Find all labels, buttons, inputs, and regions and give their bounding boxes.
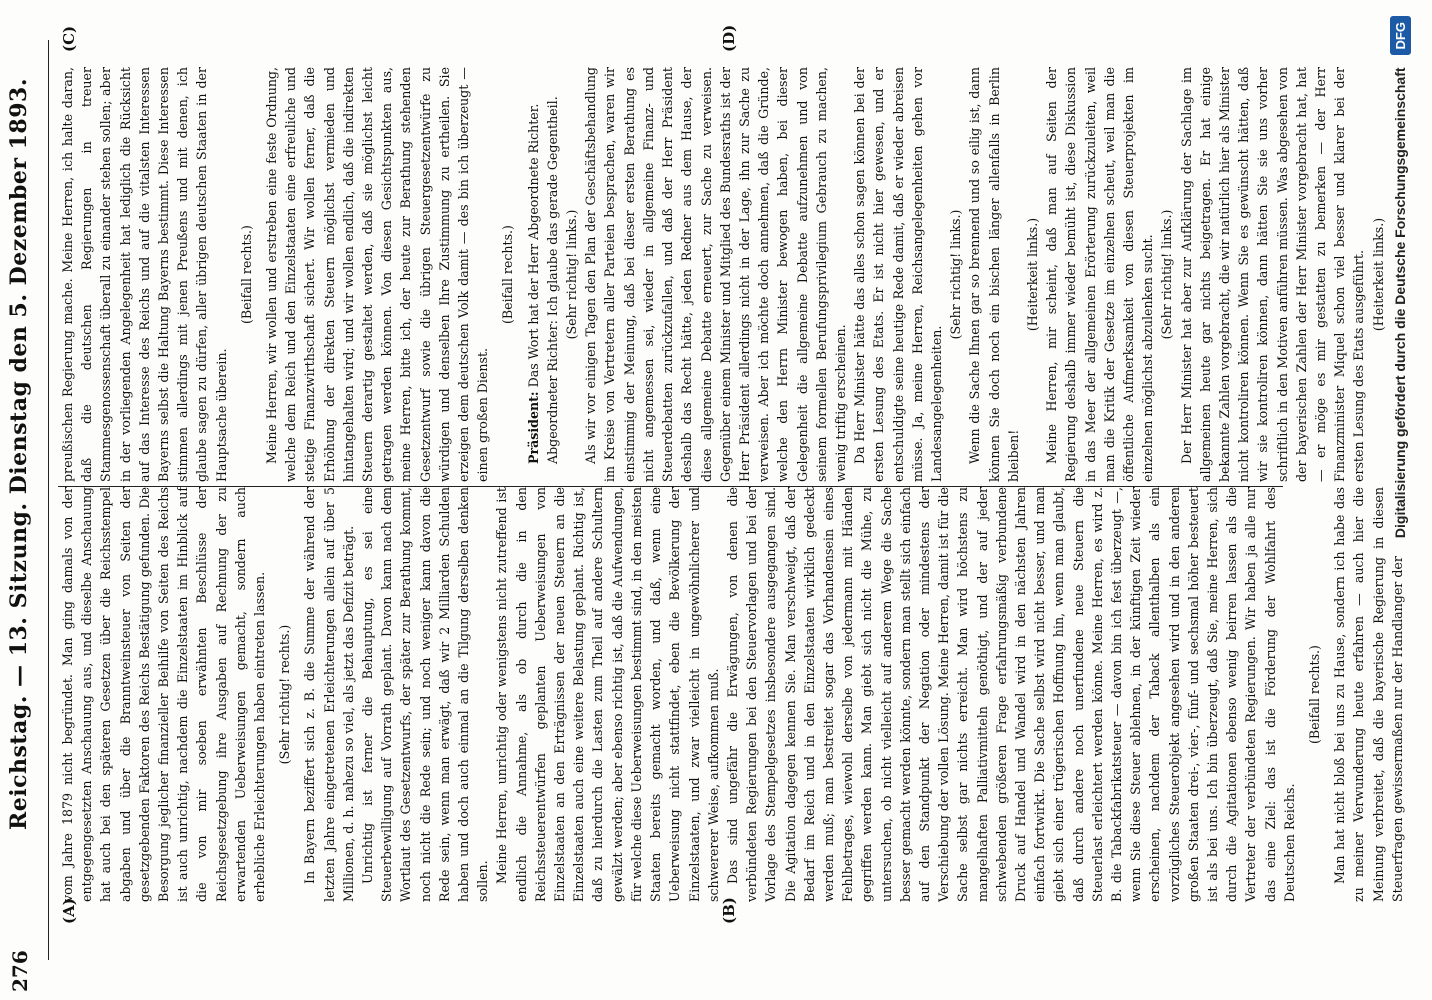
paragraph: Da Herr Minister hätte das alles schon sagen können bei der ersten Lesung des Etats. Er ist nicht hier gewesen, und er entschuldigte seine heutige Rede damit, daß er wieder abreisen müsse. Ja, meine Herren, Reichsangelegenheiten gehen vor Landesangelegenheiten. (852, 67, 944, 482)
reaction-note: (Sehr richtig! links.) (948, 209, 964, 340)
paragraph: Als wir vor einigen Tagen den Plan der Geschäftsbehandlung im Kreise von Vertretern aller Parteien besprachen, waren wir einstimmig der Meinung, daß bei dieser ersten Berathung es nicht angemessen sei, wieder in allgemeine Finanz- und Steuerdebatten zurückzufallen, und daß der Herr Präsident deshalb das Recht hätte, jeden Redner aus dem Hause, der diese allgemeine Debatte erneuert, zur Sache zu verweisen. Gegenüber einem Minister und Mitglied des Bundesraths ist der Herr Präsident allerdings nicht in der Lage, ihn zur Sache zu verweisen. Aber ich möchte doch annehmen, daß die Gründe, welche den Herrn Minister bewogen haben, bei dieser Gelegenheit die allgemeine Debatte aufzunehmen und von seinem formellen Berufungsprivilegium Gebrauch zu machen, wenig triftig erscheinen. (583, 67, 848, 482)
paragraph: Meine Herren, mir scheint, daß man auf Seiten der Regierung deshalb immer wieder bemüht ist, diese Diskussion in das Meer der allgemeinen Erörterung zurückzuleiten, weil man die Kritik der Gesetze im einzelnen scheut, weil man die öffentliche Aufmerksamkeit von diesen Steuerprojekten im einzelnen möglichst abzulenken sucht. (1044, 67, 1156, 482)
column-rule (58, 486, 1283, 487)
speaker-line (543, 67, 562, 482)
reaction-note: (Heiterkeit links.) (1370, 217, 1386, 332)
margin-letter-a: (A) (60, 898, 78, 924)
speaker-line (524, 67, 543, 482)
reaction-note: (Heiterkeit links.) (1024, 217, 1040, 332)
reaction-note: (Sehr richtig! links.) (564, 209, 580, 340)
running-head: Reichstag. — 13. Sitzung. Dienstag den 5. Dezember 1893. (6, 77, 32, 830)
paragraph: Unrichtig ist ferner die Behauptung, es sei eine Steuerbewilligung auf Vorrath geplant. Davon kann nach dem Wortlaut des Gesetzentwurfs, der später zur Berathung kommt, noch nicht die Rede sein; und noch weniger kann davon die Rede sein, wenn man erwägt, daß wir 2 Milliarden Schulden haben und doch auch einmal an die Tilgung derselben denken sollen. (360, 487, 491, 902)
paragraph: Wenn die Sache Ihnen gar so brennend und so eilig ist, dann können Sie doch noch ein bischen länger allenfalls in Berlin bleiben! (967, 67, 1021, 482)
applause-note: (Beifall rechts.) (238, 225, 254, 324)
speaker-label-president: Präsident: (525, 391, 541, 464)
speaker-label-richter: Abgeordneter Richter: (544, 320, 560, 464)
left-column (58, 487, 1405, 902)
page-number: 276 (8, 950, 32, 992)
digitization-credit (1372, 0, 1428, 1000)
dfg-logo: DFG (1390, 16, 1411, 55)
paragraph: In Bayern beziffert sich z. B. die Summe der während der letzten Jahre eingetretenen Erleichterungen allein auf über 5 Millionen, d. h. nahezu so viel, als jetzt das Defizit beträgt. (302, 487, 356, 902)
margin-letter-d: (D) (720, 24, 738, 52)
paragraph: vom Jahre 1879 nicht begründet. Man ging damals von der entgegengesetzten Anschauung aus, und dieselbe Anschauung hat auch bei den späteren Gesetzen über die Reichsstempel abgaben und über die Branntweinsteuer von Seiten der gesetzgebenden Faktoren des Reichs Bestätigung gefunden. Die Besorgung jeglicher finanzieller Beihilfe von Seiten des Reichs ist auch unrichtig, nachdem die Einzelstaaten im Hinblick auf die von mir soeben erwähnten Beschlüsse der Reichsgesetzgebung ihre Ausgaben auf Rechnung der zu erwartenden Ueberweisungen gemacht, sondern auch erhebliche Erleichterungen haben eintreten lassen. (60, 487, 268, 902)
margin-letter-b: (B) (720, 897, 738, 924)
credit-text: Digitalisierung gefördert durch die Deutsche Forschungsgemeinschaft (1392, 67, 1408, 539)
speaker-text: Das Wort hat der Herr Abgeordnete Richter. (525, 103, 541, 388)
paragraph: Meine Herren, unrichtig oder wenigstens nicht zutreffend ist endlich die Annahme, als ob durch die in den Reichssteuerentwürfen geplanten Ueberweisungen von Einzelstaaten an den Erträgnissen der neuen Steuern an die Einzelstaaten auch eine weitere Belastung geplant. Richtig ist, daß zu hierdurch die Lasten zum Theil auf andere Schultern gewälzt werden; aber ebenso richtig ist, daß die Aufwendungen, für welche diese Ueberweisungen bestimmt sind, in den meisten Staaten bereits gemacht worden, und daß, wenn eine Ueberweisung nicht stattfindet, eben die Bevölkerung der Einzelstaaten, und zwar vielleicht in ungewöhnlicherer und schwererer Weise, aufkommen muß. (494, 487, 721, 902)
applause-note: (Beifall rechts.) (500, 225, 516, 324)
reaction-note: (Sehr richtig! links.) (1159, 209, 1175, 340)
paragraph: Das sind ungefähr die Erwägungen, von denen die verbündeten Regierungen bei den Steuervorlagen und bei der Vorlage des Stempelgesetzes insbesondere ausgegangen sind. Die Agitation dagegen kennen Sie. Man verschweigt, daß der Bedarf im Reich und in den Einzelstaaten wirklich gedeckt werden muß; man bestreitet sogar das Vorhandensein eines Fehlbetrages, wiewohl derselbe von jedermann mit Händen gegriffen werden kann. Man giebt sich nicht die Mühe, zu untersuchen, ob nicht vielleicht auf anderem Wege die Sache besser gemacht werden könnte, sondern man stellt sich einfach auf den Standpunkt der Negation oder mindestens der Verschiebung der vollen Lösung. Meine Herren, damit ist für die Sache selbst gar nichts erreicht. Man wird höchstens zu mangelhaften Palliativmitteln genöthigt, und der auf jeder schwebenden größeren Frage erfahrungsmäßig verbundene Druck auf Handel und Wandel wird in den nächsten Jahren einfach fortwirkt. Die Sache selbst wird nicht besser, und man giebt sich einer trügerischen Hoffnung hin, wenn man glaubt, daß durch andere noch unerfundene neue Steuern die Steuerlast erleichtert werden könne. Meine Herren, es wird z. B. die Tabackfabrikatsteuer — davon bin ich fest überzeugt —, wenn Sie diese Steuer ablehnen, in der künftigen Zeit wieder erscheinen, nachdem der Taback allenthalben als ein vorzügliches Steuerobjekt angesehen wird und in den anderen großen Staaten drei-, vier-, fünf- und sechsmal höher besteuert ist als bei uns. Ich bin überzeugt, daß Sie, meine Herren, sich durch die Agitationen ebenso wenig beirren lassen als die Vertreter der verbündeten Regierungen. Wir haben ja alle nur das eine Ziel: das ist die Förderung der Wohlfahrt des Deutschen Reichs. (724, 487, 1297, 902)
paragraph: preußischen Regierung mache. Meine Herren, ich halte daran, daß die deutschen Regierungen in treuer Stammesgenossenschaft überall zu einander stehen sollen; aber in der vorliegenden Angelegenheit hat lediglich die Rücksicht auf das Interesse des Reichs und auf die vitalsten Interessen Bayerns selbst die Haltung Bayerns bestimmt. Diese Interessen stimmen allerdings mit jenen Preußens und mit denen, ich glaube sagen zu dürfen, aller übrigen deutschen Staaten in der Hauptsache überein. (60, 67, 229, 482)
paragraph: Meine Herren, wir wollen und erstreben eine feste Ordnung, welche dem Reich und den Einzelstaaten eine erfreuliche und stetige Finanzwirthschaft sichert. Wir wollen ferner, daß die Erhöhung der direkten Steuern möglichst vermieden und hintangehalten wird; und wir wollen endlich, daß die indirekten Steuern derartig gestaltet werden, daß sie möglichst leicht getragen werden können. Von diesen Gesichtspunkten aus, meine Herren, bitte ich, der heute zur Berathung stehenden Gesetzentwurf sowie die übrigen Steuergesetzentwürfe zu würdigen und denselben Ihre Zustimmung zu ertheilen. Sie erzeigen dem deutschen Volk damit — des bin ich überzeugt — einen großen Dienst. (264, 67, 491, 482)
applause-note: (Sehr richtig! rechts.) (277, 624, 293, 765)
paragraph: Man hat nicht bloß bei uns zu Hause, sondern ich habe das zu meiner Verwunderung heute erfahren — auch hier die Meinung verbreitet, daß die bayerische Regierung in diesen Steuerfragen gewissermaßen nur der Handlanger der (1332, 487, 1405, 902)
margin-letter-c: (C) (60, 25, 78, 52)
right-column (58, 67, 1386, 482)
speaker-text: Ich glaube das gerade Gegentheil. (544, 96, 560, 317)
paragraph: Der Herr Minister hat aber zur Aufklärung der Sachlage im allgemeinen heute gar nichts beigetragen. Er hat einige bekannte Zahlen vorgebracht, die wir natürlich hier als Minister nicht kontroliren können. Wenn Sie es gewünscht hätten, daß wir sie kontroliren können, dann hätten Sie sie uns vorher schriftlich in den Motiven anführen müssen. Was abgesehen von der bayerischen Zahlen der Herr Minister vorgebracht hat, hat — er möge es mir gestatten zu bemerken — der Herr Finanzminister Miquel schon viel besser und klarer bei der ersten Lesung des Etats ausgeführt. (1178, 67, 1367, 482)
applause-note: (Beifall rechts.) (1307, 645, 1322, 744)
